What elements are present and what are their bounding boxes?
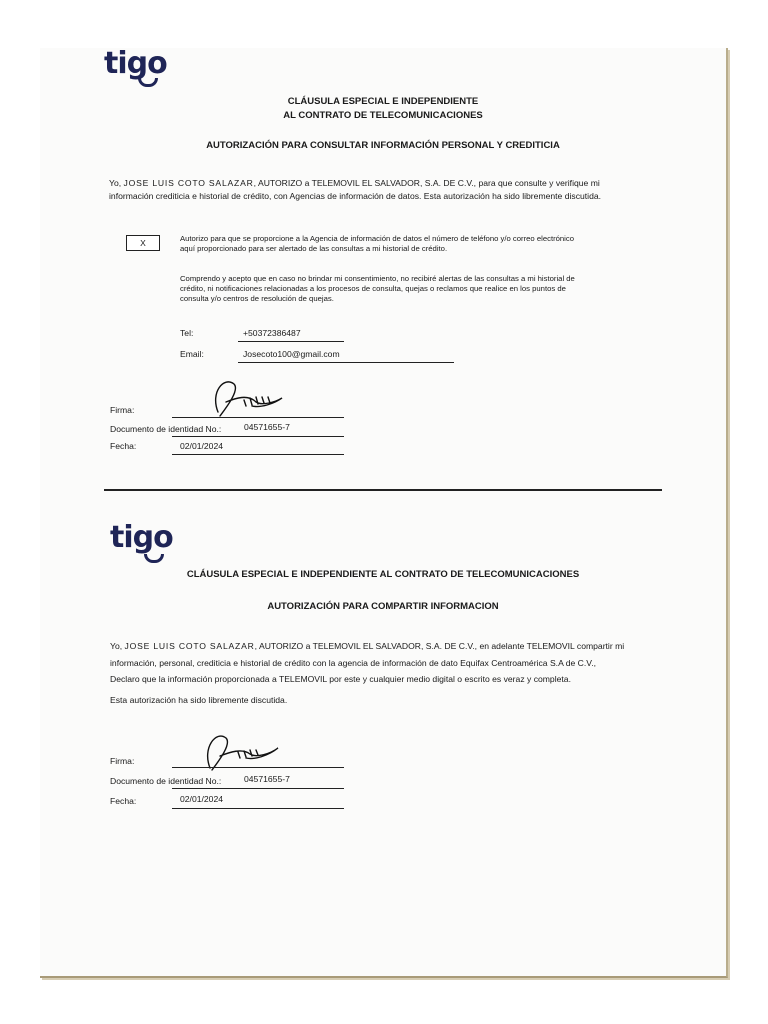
tigo-logo-text: tigo: [104, 46, 167, 81]
tigo-logo: [104, 46, 167, 81]
section1-subtitle: AUTORIZACIÓN PARA CONSULTAR INFORMACIÓN PERSONAL Y CREDITICIA: [206, 140, 560, 151]
tel-value: +50372386487: [243, 328, 301, 338]
section2-intro: [110, 640, 710, 686]
section2-id-label: Documento de identidad No.:: [110, 776, 222, 786]
section1-id-value: 04571655-7: [244, 422, 290, 432]
section2-id-line: [172, 788, 344, 789]
section2-intro-line1: Yo, JOSE LUIS COTO SALAZAR, AUTORIZO a TELEMOVIL EL SALVADOR, S.A. DE C.V., en adelante TELEMOVIL compartir mi: [110, 641, 625, 651]
tel-underline: [238, 341, 344, 342]
section1-signature-line: [172, 417, 344, 418]
section2-intro-line3: Declaro que la información proporcionada a TELEMOVIL por este y cualquier medio digital o escrito es veraz y completa.: [110, 674, 571, 684]
section1-title-line2: AL CONTRATO DE TELECOMUNICACIONES: [283, 110, 483, 121]
email-label: Email:: [180, 349, 204, 359]
email-value: Josecoto100@gmail.com: [243, 349, 340, 359]
checkbox-mark: X: [140, 238, 146, 248]
section1-id-label: Documento de identidad No.:: [110, 424, 222, 434]
section-divider: [104, 489, 662, 491]
tigo-logo-smile-icon: [138, 78, 158, 87]
authorization-checkbox[interactable]: [126, 235, 160, 251]
section1-name: JOSE LUIS COTO SALAZAR: [123, 178, 254, 188]
section2-date-value: 02/01/2024: [180, 794, 224, 804]
section1-intro-line2: información crediticia e historial de crédito, con Agencias de información de datos. Esta autorización ha sido libremente discutida.: [109, 190, 602, 201]
section1-date-value: 02/01/2024: [180, 441, 224, 451]
section2-intro-line2: información, personal, crediticia e historial de crédito con la agencia de información de dato Equifax Centroamérica S.A de C.V.,: [110, 657, 596, 668]
authorize-contact-text: Autorizo para que se proporcione a la Agencia de información de datos el número de teléfono y/o correo electrónico aquí proporcionado para ser alertado de las consultas a mi historial de crédito.: [180, 234, 575, 253]
section2-date-line: [172, 808, 344, 809]
tel-label: Tel:: [180, 328, 194, 338]
email-underline: [238, 362, 454, 363]
tigo-logo-2-text: tigo: [110, 520, 173, 555]
section1-id-line: [172, 436, 344, 437]
section2-date-label: Fecha:: [110, 796, 137, 806]
section1-signature-label: Firma:: [110, 405, 135, 415]
section2-subtitle: AUTORIZACIÓN PARA COMPARTIR INFORMACION: [267, 601, 499, 612]
section2-title: CLÁUSULA ESPECIAL E INDEPENDIENTE AL CONTRATO DE TELECOMUNICACIONES: [186, 569, 580, 580]
section1-date-label: Fecha:: [110, 441, 137, 451]
document-page: [40, 48, 728, 978]
section1-intro-line1: Yo, JOSE LUIS COTO SALAZAR, AUTORIZO a TELEMOVIL EL SALVADOR, S.A. DE C.V., para que consulte y verifique mi: [109, 178, 600, 188]
freely-discussed-text: Esta autorización ha sido libremente discutida.: [110, 695, 288, 705]
tigo-logo-2-smile-icon: [144, 554, 164, 563]
consent-text: Comprendo y acepto que en caso no brindar mi consentimiento, no recibiré alertas de las consultas a mi historial de crédito, ni notificaciones relacionadas a los procesos de consulta, quejas o reclamos que realice en los puntos de consulta y/o centros de resolución de quejas.: [180, 274, 575, 303]
signature-image-1: [196, 372, 306, 422]
section1-date-line: [172, 454, 344, 455]
section2-name: JOSE LUIS COTO SALAZAR: [124, 641, 255, 651]
section2-id-value: 04571655-7: [244, 774, 290, 784]
section2-signature-line: [172, 767, 344, 768]
section1-intro: [109, 177, 709, 202]
section1-title-line1: CLÁUSULA ESPECIAL E INDEPENDIENTE: [287, 96, 479, 107]
section2-signature-label: Firma:: [110, 756, 135, 766]
tigo-logo-2: [110, 520, 173, 555]
